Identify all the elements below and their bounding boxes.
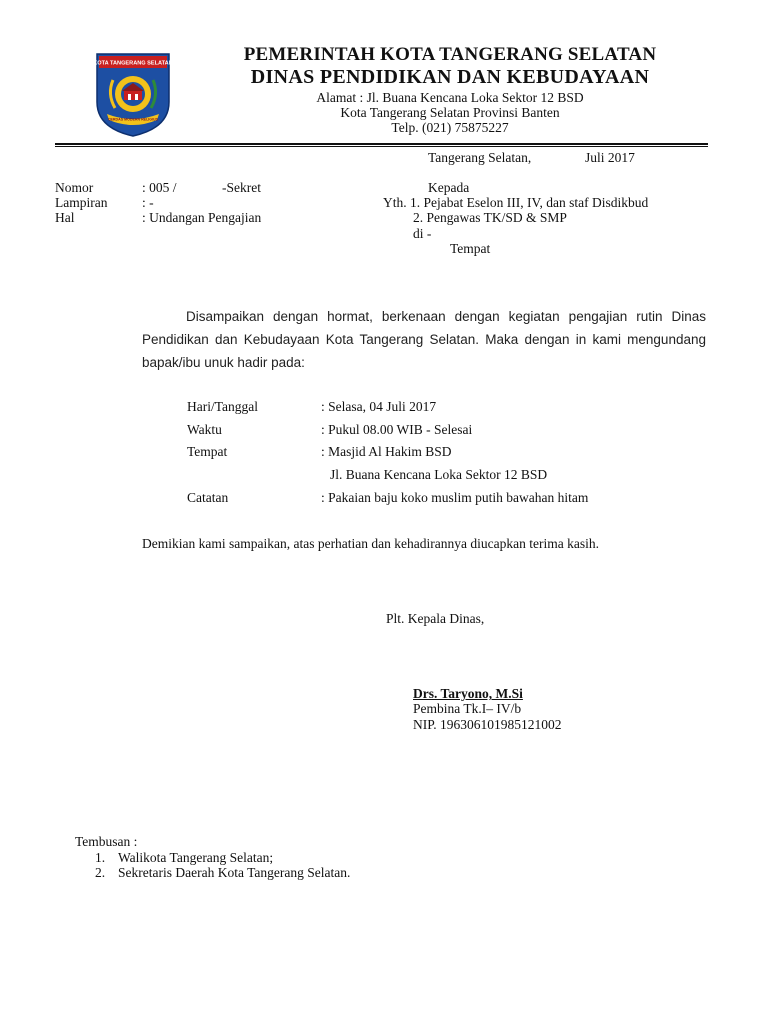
cc-item-text: Sekretaris Daerah Kota Tangerang Selatan. (118, 865, 351, 880)
lampiran-value: : - (142, 195, 154, 210)
letterhead-rule-thin (55, 146, 708, 147)
city-logo (93, 50, 173, 138)
cc-item-number: 2. (95, 865, 106, 880)
lampiran-label: Lampiran (55, 195, 108, 210)
logo-banner-text: KOTA TANGERANG SELATAN (93, 60, 173, 67)
nomor-label: Nomor (55, 180, 94, 195)
cc-heading: Tembusan : (75, 834, 138, 849)
detail-value-place: : Masjid Al Hakim BSD (321, 444, 452, 459)
letterhead-city: Kota Tangerang Selatan Provinsi Banten (340, 105, 560, 120)
detail-label-day-date: Hari/Tanggal (187, 399, 259, 414)
cc-item-number: 1. (95, 850, 106, 865)
detail-label-note: Catatan (187, 490, 229, 505)
letterhead-government: PEMERINTAH KOTA TANGERANG SELATAN (243, 44, 657, 65)
date-month-year: Juli 2017 (585, 150, 635, 165)
letterhead-rule-thick (55, 143, 708, 145)
letterhead-phone: Telp. (021) 75875227 (391, 120, 509, 135)
nomor-suffix: -Sekret (222, 180, 261, 195)
body-closing-paragraph: Demikian kami sampaikan, atas perhatian dan kehadirannya diucapkan terima kasih. (142, 536, 599, 551)
signature-name: Drs. Taryono, M.Si (413, 686, 523, 701)
detail-label-time: Waktu (187, 422, 222, 437)
recipient-tempat: Tempat (450, 241, 491, 256)
letterhead-address: Alamat : Jl. Buana Kencana Loka Sektor 12 BSD (316, 90, 584, 105)
recipient-yth: Yth. 1. Pejabat Eselon III, IV, dan staf Disdikbud (383, 195, 649, 210)
date-place: Tangerang Selatan, (428, 150, 532, 165)
logo-ribbon-text: CERDAS MODERN RELIGIUS (107, 117, 159, 122)
detail-value-note: : Pakaian baju koko muslim putih bawahan hitam (321, 490, 589, 505)
detail-value-time: : Pukul 08.00 WIB - Selesai (321, 422, 473, 437)
signature-title: Plt. Kepala Dinas, (386, 611, 485, 626)
recipient-kepada: Kepada (428, 180, 470, 195)
hal-value: : Undangan Pengajian (142, 210, 262, 225)
signature-nip: NIP. 196306101985121002 (413, 717, 562, 732)
detail-label-place: Tempat (187, 444, 228, 459)
nomor-value: : 005 / (142, 180, 177, 195)
detail-value-day-date: : Selasa, 04 Juli 2017 (321, 399, 437, 414)
signature-rank: Pembina Tk.I– IV/b (413, 701, 522, 716)
cc-item-text: Walikota Tangerang Selatan; (118, 850, 274, 865)
hal-label: Hal (55, 210, 75, 225)
detail-value-place-address: Jl. Buana Kencana Loka Sektor 12 BSD (330, 467, 548, 482)
recipient-item-2: 2. Pengawas TK/SD & SMP (413, 210, 567, 225)
letterhead-department: DINAS PENDIDIKAN DAN KEBUDAYAAN (250, 66, 650, 88)
recipient-di: di - (413, 226, 432, 241)
body-opening-paragraph: Disampaikan dengan hormat, berkenaan dengan kegiatan pengajian rutin Dinas Pendidikan dan Kebudayaan Kota Tangerang Selatan. Maka dengan in kami mengundang bapak/ibu unuk hadir pada: (142, 309, 706, 370)
